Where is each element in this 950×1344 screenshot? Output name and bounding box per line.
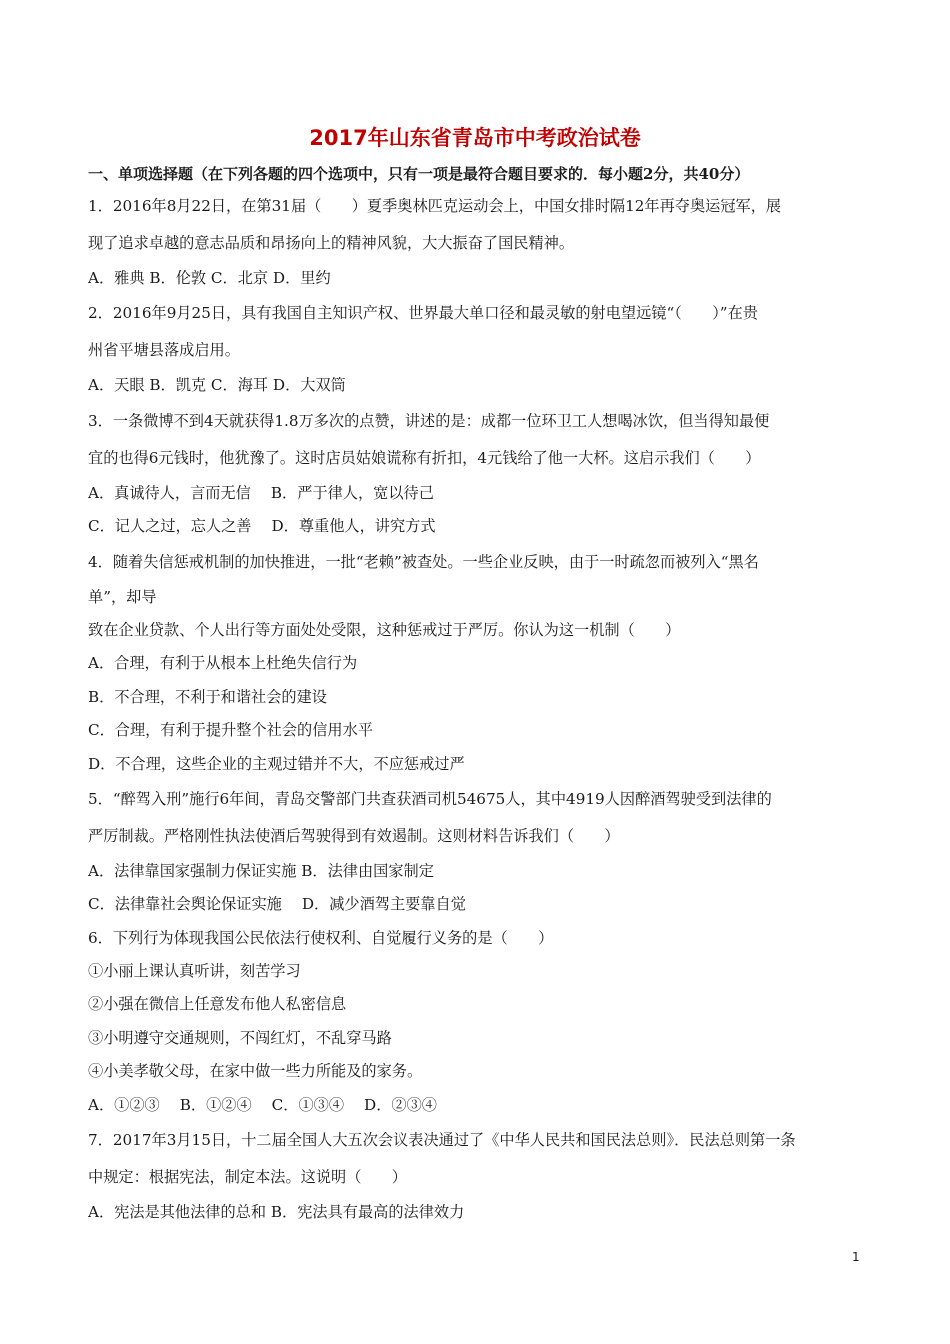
text-line: A．①②③ B．①②④ C．①③④ D．②③④: [88, 1095, 437, 1114]
text-line: 致在企业贷款、个人出行等方面处处受限，这种惩戒过于严厉。你认为这一机制（ ）: [88, 620, 681, 639]
text-line: C．合理，有利于提升整个社会的信用水平: [88, 721, 373, 740]
section-heading: 一、单项选择题（在下列各题的四个选项中，只有一项是最符合题目要求的．每小题2分，共40分）: [88, 165, 750, 183]
text-line: 7．2017年3月15日，十二届全国人大五次会议表决通过了《中华人民共和国民法总则》．民法总则第一条: [88, 1131, 796, 1150]
text-line: A．天眼 B．凯克 C．海耳 D．大双筒: [88, 376, 346, 395]
text-line: 4．随着失信惩戒机制的加快推进，一批“老赖”被查处。一些企业反映，由于一时疏忽而被列入“黑名: [88, 552, 759, 571]
text-line: ②小强在微信上任意发布他人私密信息: [88, 995, 347, 1014]
text-line: C．记人之过，忘人之善 D．尊重他人，讲究方式: [88, 517, 436, 536]
page-number: 1: [852, 1250, 860, 1264]
exam-content: [88, 160, 868, 1229]
text-line: ①小丽上课认真听讲，刻苦学习: [88, 962, 301, 981]
text-line: 中规定：根据宪法，制定本法。这说明（ ）: [88, 1168, 407, 1187]
text-line: ③小明遵守交通规则，不闯红灯，不乱穿马路: [88, 1028, 392, 1047]
text-line: B．不合理，不利于和谐社会的建设: [88, 687, 327, 706]
text-line: 单”，却导: [88, 587, 157, 606]
text-line: ④小美孝敬父母，在家中做一些力所能及的家务。: [88, 1062, 423, 1081]
page-title: 2017年山东省青岛市中考政治试卷: [309, 126, 641, 150]
text-line: 5．“醉驾入刑”施行6年间，青岛交警部门共查获酒司机54675人，其中4919人因醉酒驾驶受到法律的: [88, 789, 772, 808]
text-line: 6．下列行为体现我国公民依法行使权利、自觉履行义务的是（ ）: [88, 928, 554, 947]
text-line: 1．2016年8月22日，在第31届（ ）夏季奥林匹克运动会上，中国女排时隔12年再夺奥运冠军，展: [88, 197, 782, 215]
text-line: 2．2016年9月25日，具有我国自主知识产权、世界最大单口径和最灵敏的射电望远镜“（ ）”在贵: [88, 304, 758, 323]
text-line: 3．一条微博不到4天就获得1.8万多次的点赞，讲述的是：成都一位环卫工人想喝冰饮，但当得知最便: [88, 411, 770, 430]
text-line: 州省平塘县落成启用。: [88, 341, 240, 360]
text-line: A．真诚待人，言而无信 B．严于律人，宽以待己: [88, 483, 434, 502]
text-line: C．法律靠社会舆论保证实施 D．减少酒驾主要靠自觉: [88, 895, 466, 914]
text-line: 宜的也得6元钱时，他犹豫了。这时店员姑娘谎称有折扣，4元钱给了他一大杯。这启示我们（ ）: [88, 448, 761, 467]
text-line: 严厉制裁。严格刚性执法使酒后驾驶得到有效遏制。这则材料告诉我们（ ）: [88, 826, 620, 845]
text-line: A．雅典 B．伦敦 C．北京 D．里约: [88, 269, 331, 287]
text-line: A．宪法是其他法律的总和 B．宪法具有最高的法律效力: [88, 1203, 465, 1222]
text-line: D．不合理，这些企业的主观过错并不大，不应惩戒过严: [88, 754, 465, 773]
text-line: A．合理，有利于从根本上杜绝失信行为: [88, 654, 358, 673]
text-line: 现了追求卓越的意志品质和昂扬向上的精神风貌，大大振奋了国民精神。: [88, 234, 574, 252]
text-line: A．法律靠国家强制力保证实施 B．法律由国家制定: [88, 861, 434, 880]
